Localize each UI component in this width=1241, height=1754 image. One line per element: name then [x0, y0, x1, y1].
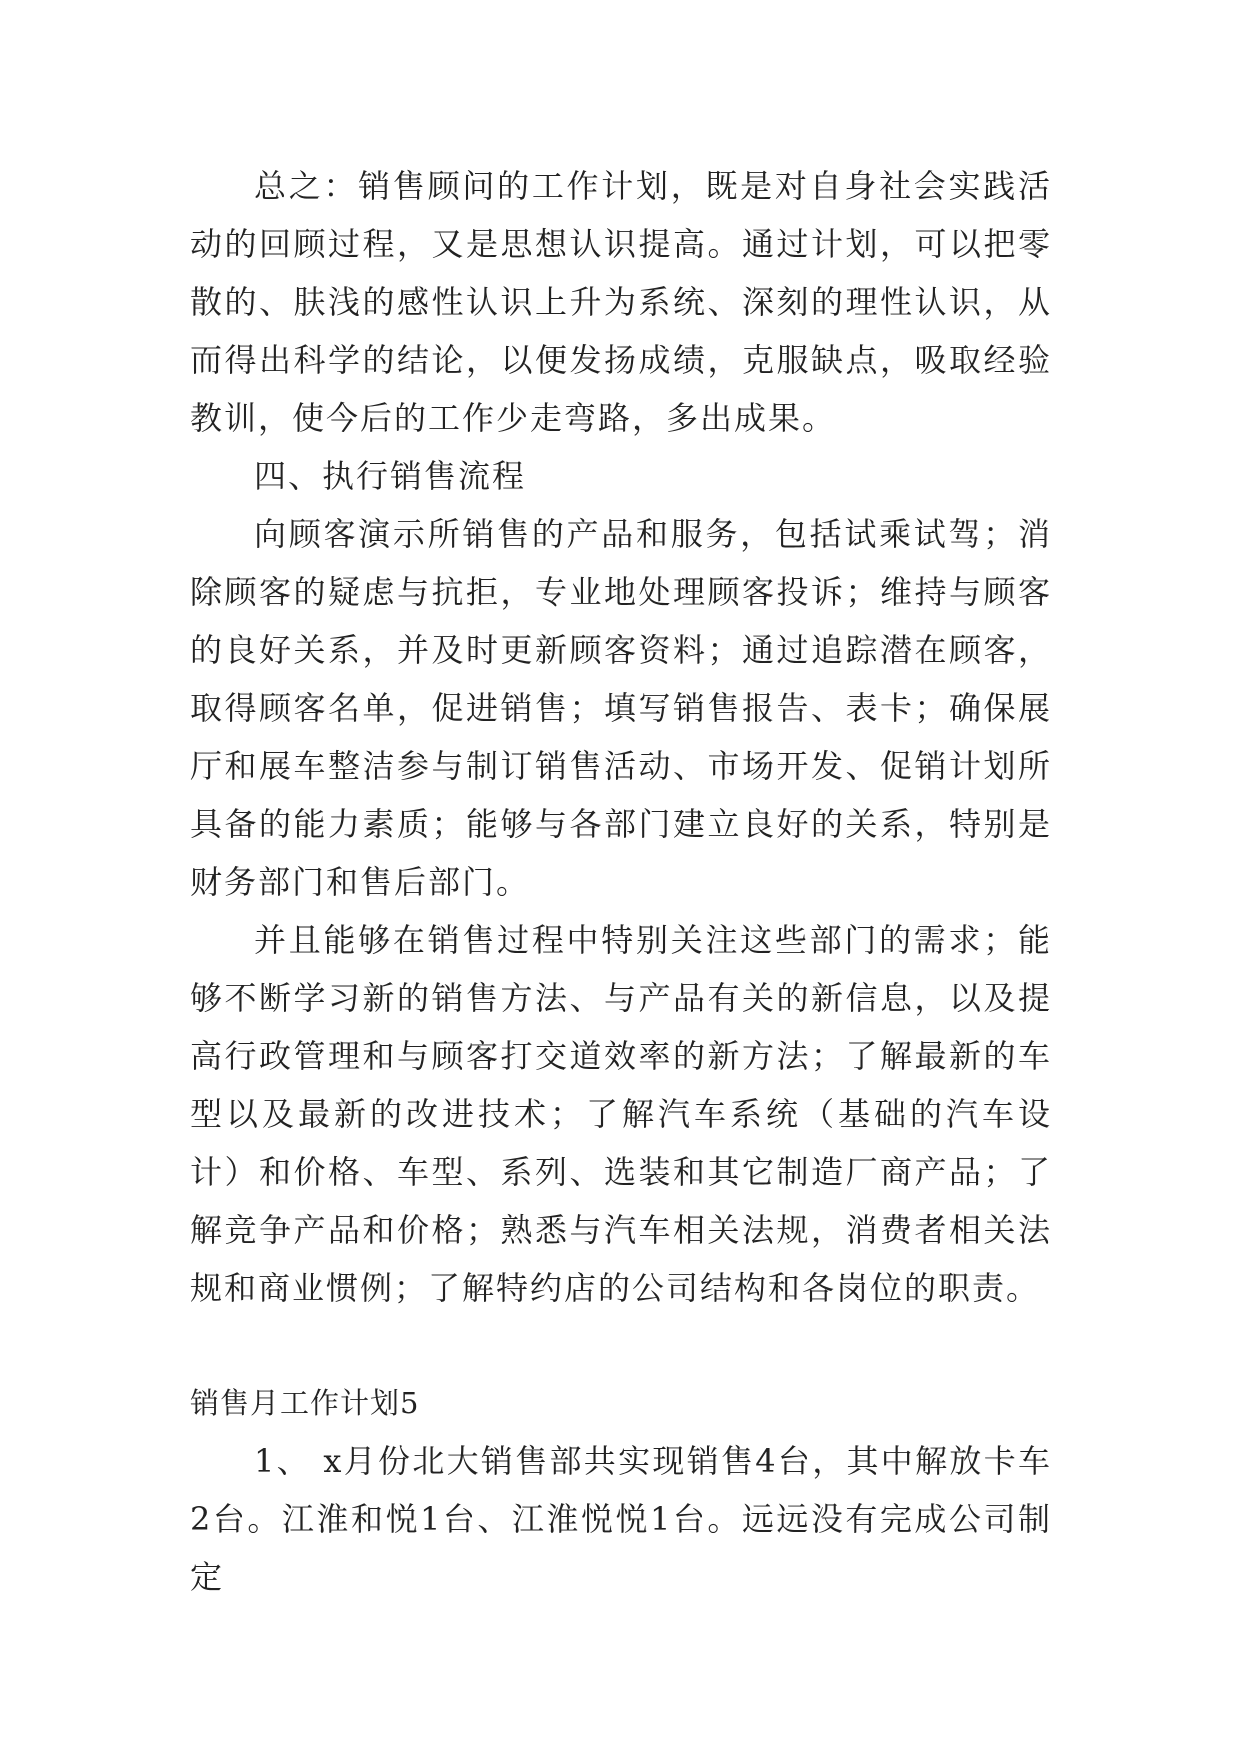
section-title-monthly-plan: 销售月工作计划5 — [190, 1386, 420, 1420]
sales-process-paragraph: 向顾客演示所销售的产品和服务，包括试乘试驾；消除顾客的疑虑与抗拒，专业地处理顾客投诉；维持与顾客的良好关系，并及时更新顾客资料；通过追踪潜在顾客，取得顾客名单，促进销售；填写销售报告、表卡；确保展厅和展车整洁参与制订销售活动、市场开发、促销计划所具备的能力素质；能够与各部门建立良好的关系，特别是财务部门和售后部门。 — [190, 515, 1052, 901]
department-needs-paragraph: 并且能够在销售过程中特别关注这些部门的需求；能够不断学习新的销售方法、与产品有关的新信息，以及提高行政管理和与顾客打交道效率的新方法；了解最新的车型以及最新的改进技术；了解汽车系统（基础的汽车设计）和价格、车型、系列、选装和其它制造厂商产品；了解竞争产品和价格；熟悉与汽车相关法规，消费者相关法规和商业惯例；了解特约店的公司结构和各岗位的职责。 — [190, 921, 1052, 1307]
section-heading-execute-sales-process: 四、执行销售流程 — [254, 457, 527, 495]
summary-paragraph: 总之：销售顾问的工作计划，既是对自身社会实践活动的回顾过程，又是思想认识提高。通过计划，可以把零散的、肤浅的感性认识上升为系统、深刻的理性认识，从而得出科学的结论，以便发扬成绩，克服缺点，吸取经验教训，使今后的工作少走弯路，多出成果。 — [190, 167, 1052, 437]
monthly-sales-paragraph: 1、 x月份北大销售部共实现销售4台，其中解放卡车2台。江淮和悦1台、江淮悦悦1台。远远没有完成公司制定 — [190, 1442, 1052, 1596]
